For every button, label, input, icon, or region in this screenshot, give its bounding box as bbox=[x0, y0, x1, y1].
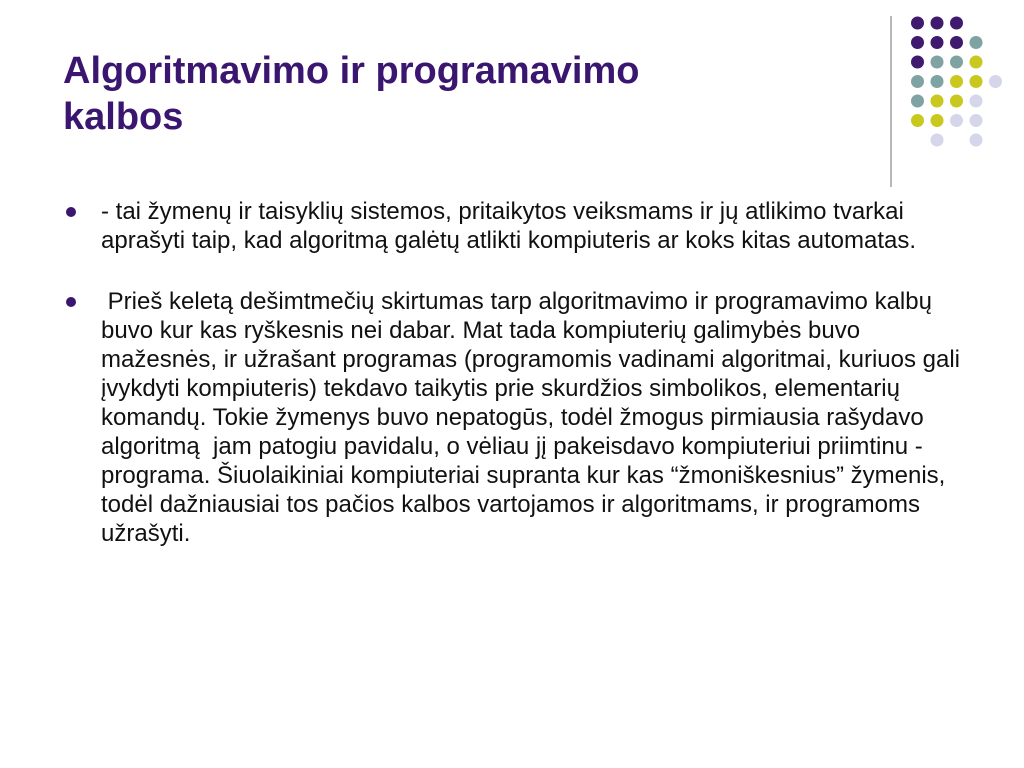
bullet-list bbox=[66, 197, 966, 548]
decorative-dot bbox=[931, 95, 944, 108]
decorative-dot bbox=[931, 114, 944, 127]
decorative-dot bbox=[931, 17, 944, 30]
bullet-text-2: Prieš keletą dešimtmečių skirtumas tarp algoritmavimo ir programavimo kalbų buvo kur kas ryškesnis nei dabar. Mat tada kompiuterių galimybės buvo mažesnės, ir užrašant programas (programomis vadinami algoritmai, kuriuos gali įvykdyti kompiuteris) tekdavo taikytis prie skurdžios simbolikos, elementarių komandų. Tokie žymenys buvo nepatogūs, todėl žmogus pirmiausia rašydavo algoritmą jam patogiu pavidalu, o vėliau jį pakeisdavo kompiuteriui priimtinu - programa. Šiuolaikiniai kompiuteriai supranta kur kas “žmoniškesnius” žymenis, todėl dažniausiai tos pačios kalbos vartojamos ir algoritmams, ir programoms užrašyti. bbox=[101, 288, 967, 547]
title-line-2: kalbos bbox=[63, 96, 184, 138]
decorative-dot bbox=[989, 75, 1002, 88]
bullet-item-2 bbox=[66, 287, 966, 548]
decorative-dot bbox=[970, 36, 983, 49]
slide-title bbox=[63, 48, 843, 140]
decorative-dot bbox=[950, 95, 963, 108]
bullet-item-1 bbox=[66, 197, 966, 255]
decorative-dot bbox=[950, 75, 963, 88]
title-line-1: Algoritmavimo ir programavimo bbox=[63, 50, 640, 92]
decorative-dot bbox=[931, 36, 944, 49]
decorative-dot bbox=[970, 56, 983, 69]
decorative-dot bbox=[911, 95, 924, 108]
decorative-dot bbox=[911, 17, 924, 30]
dot-pattern bbox=[911, 17, 1002, 147]
decorative-dot bbox=[911, 75, 924, 88]
bullet-dot-icon bbox=[66, 297, 76, 307]
decorative-dot bbox=[950, 114, 963, 127]
bullet-text-1: - tai žymenų ir taisyklių sistemos, pritaikytos veiksmams ir jų atlikimo tvarkai aprašyti taip, kad algoritmą galėtų atlikti kompiuteris ar koks kitas automatas. bbox=[101, 198, 917, 254]
decorative-dot bbox=[970, 134, 983, 147]
decorative-dot bbox=[931, 56, 944, 69]
decorative-dot bbox=[950, 36, 963, 49]
decorative-dot bbox=[911, 56, 924, 69]
decorative-dot-grid bbox=[880, 10, 1020, 190]
decorative-dot bbox=[931, 134, 944, 147]
decorative-dot bbox=[970, 114, 983, 127]
decorative-dot bbox=[911, 36, 924, 49]
decorative-dot bbox=[950, 56, 963, 69]
decorative-dot bbox=[931, 75, 944, 88]
decorative-dot bbox=[911, 114, 924, 127]
decorative-dot bbox=[970, 75, 983, 88]
bullet-dot-icon bbox=[66, 207, 76, 217]
decorative-dot bbox=[970, 95, 983, 108]
decorative-dot bbox=[950, 17, 963, 30]
